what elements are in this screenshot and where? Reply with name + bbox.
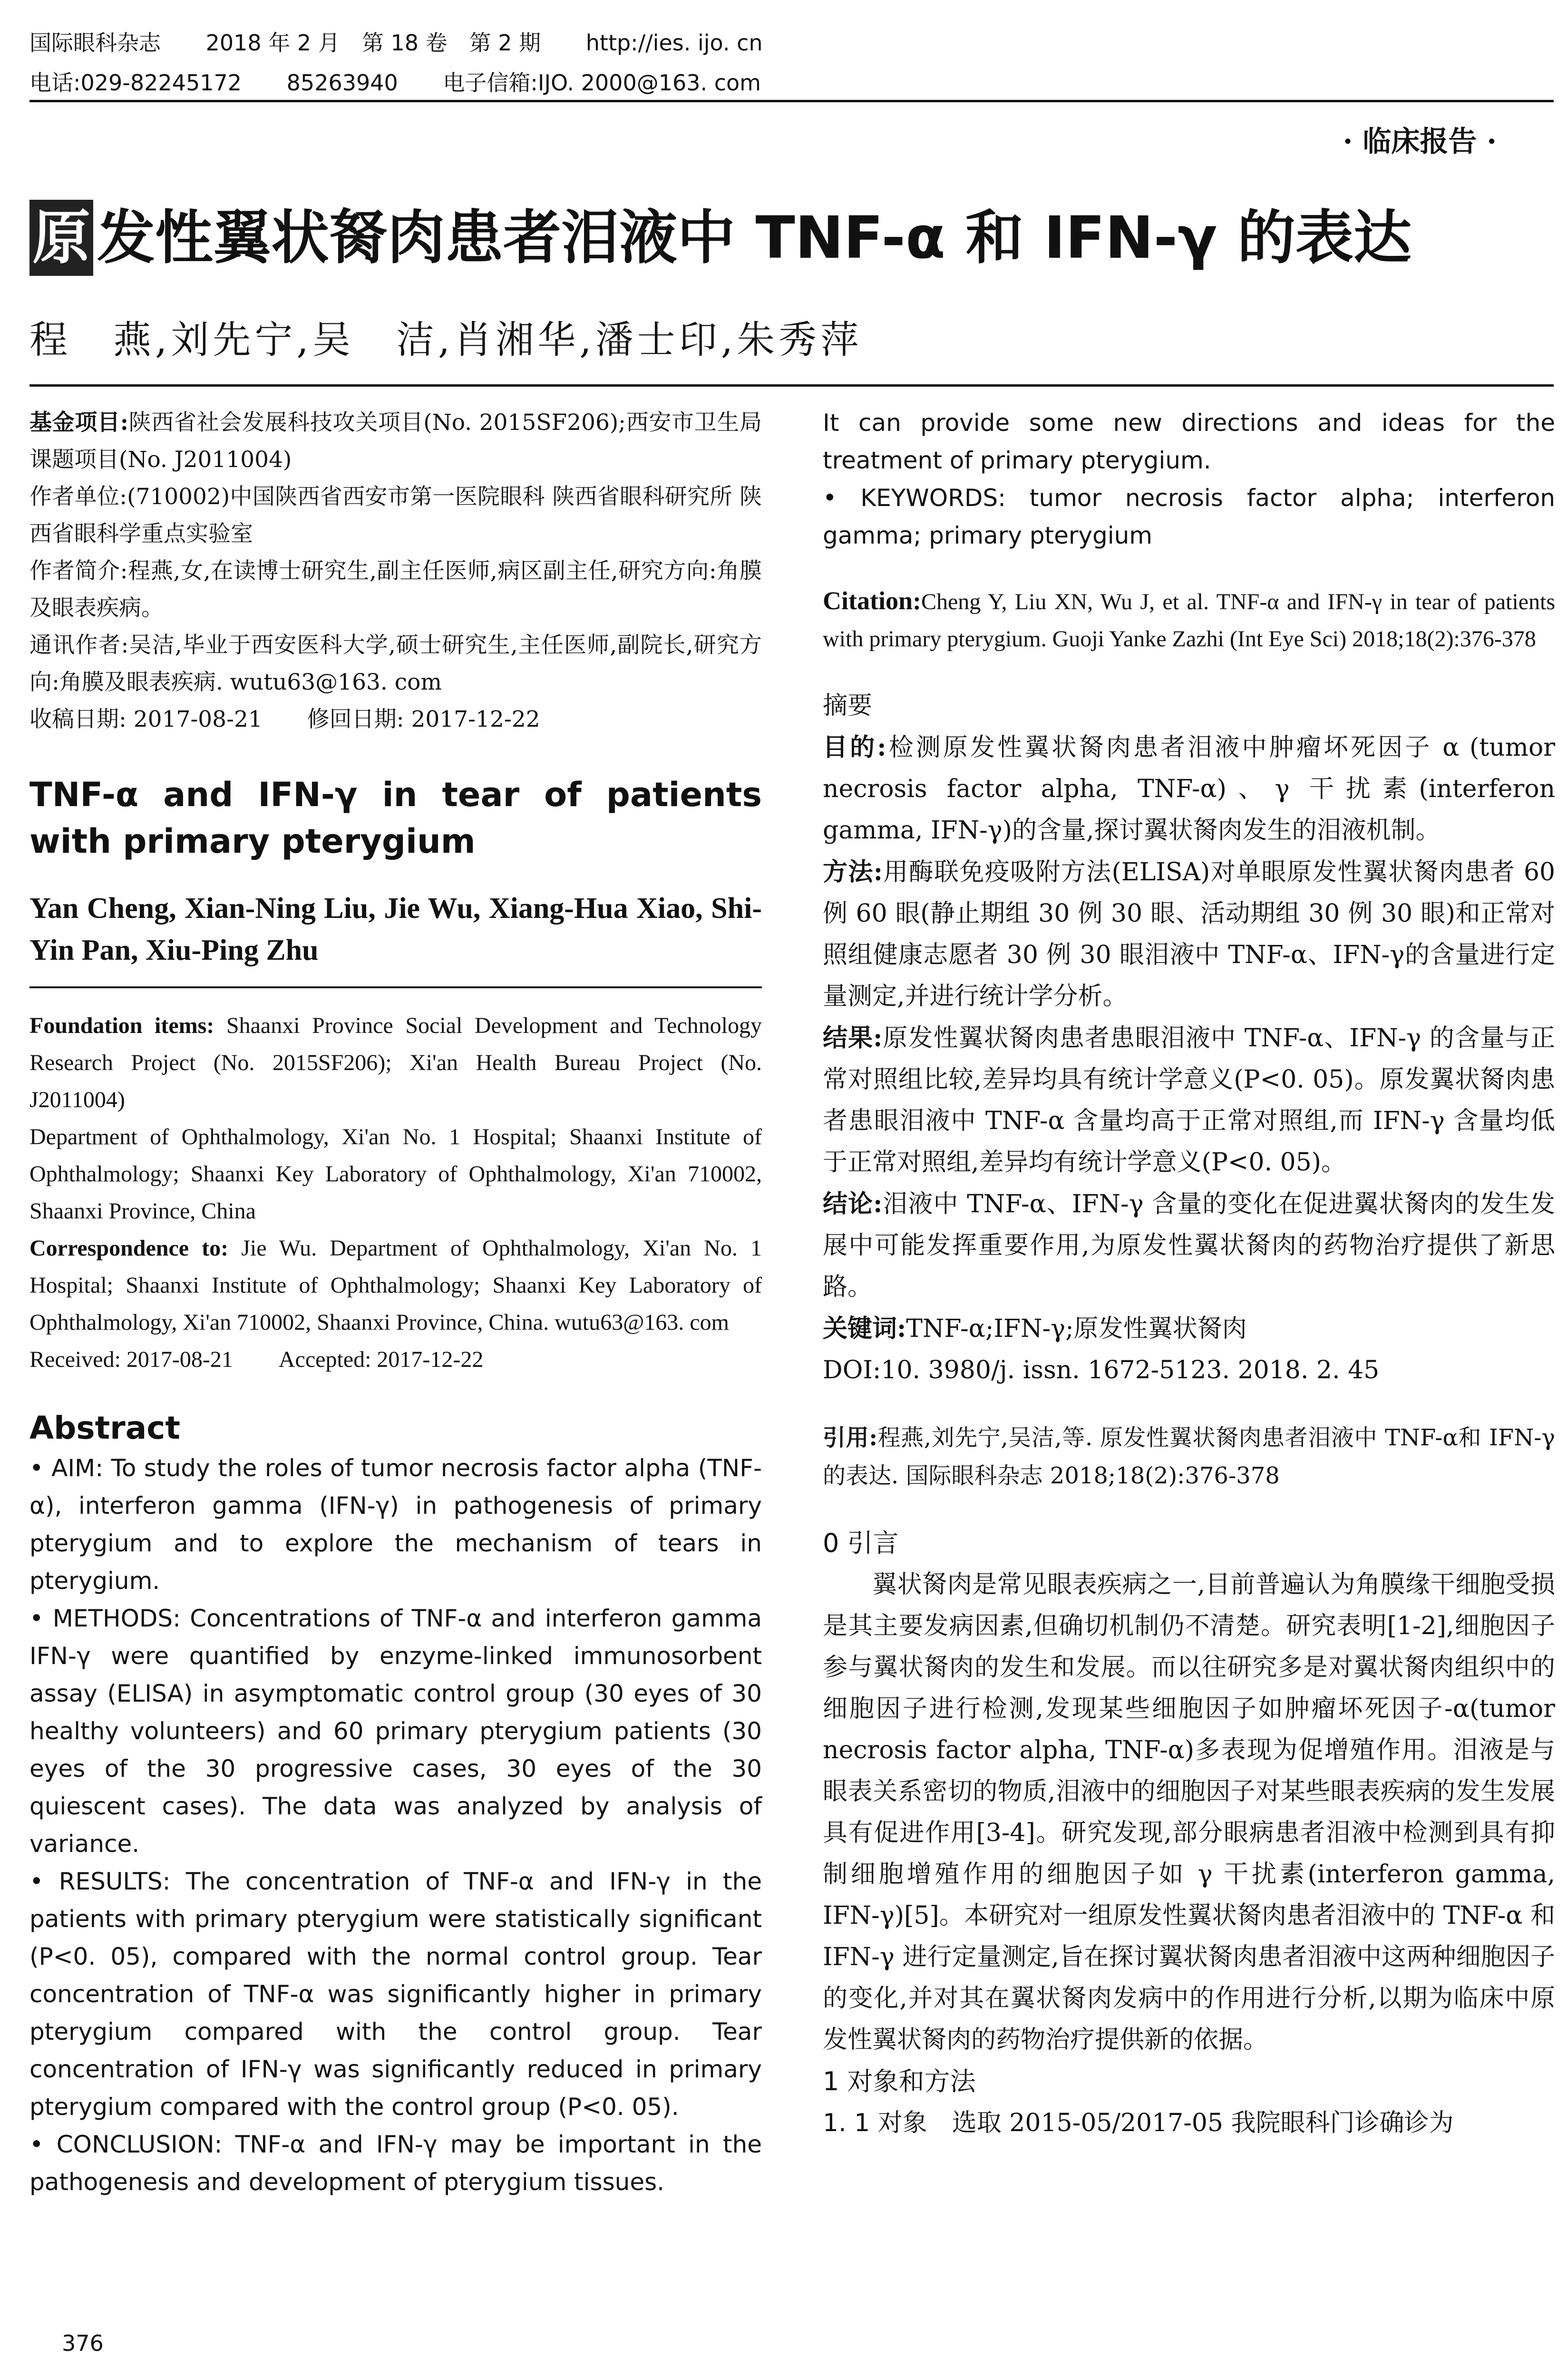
journal-name: 国际眼科杂志	[29, 30, 161, 56]
section-1-1: 1. 1 对象 选取 2015-05/2017-05 我院眼科门诊确诊为	[823, 2109, 1454, 2137]
article-title	[29, 200, 1551, 276]
authors-rule	[29, 986, 762, 988]
intro-heading: 0 引言	[823, 1528, 899, 1558]
bio-cn: 作者简介:程燕,女,在读博士研究生,副主任医师,病区副主任,研究方向:角膜及眼表疾病。	[29, 558, 762, 621]
dates-cn: 收稿日期: 2017-08-21 修回日期: 2017-12-22	[29, 706, 540, 732]
section-1-heading: 1 对象和方法	[823, 2066, 976, 2096]
right-column	[823, 404, 1555, 2144]
abstract-aim: • AIM: To study the roles of tumor necrosis factor alpha (TNF-α), interferon gamma (IFN-γ) in pathogenesis of primary pterygium and to explore the mechanism of tears in pterygium.	[29, 1454, 762, 1595]
abstract-cn-methods: 方法:用酶联免疫吸附方法(ELISA)对单眼原发性翼状胬肉患者 60 例 60 眼(静止期组 30 例 30 眼、活动期组 30 例 30 眼)和正常对照组健康志愿者 30 例 30 眼泪液中 TNF-α、IFN-γ的含量进行定量测定,并进行统计学分析。	[823, 857, 1555, 1011]
doi[interactable]: DOI:10. 3980/j. issn. 1672-5123. 2018. 2. 45	[823, 1356, 1380, 1384]
abstract-conclusion: • CONCLUSION: TNF-α and IFN-γ may be important in the pathogenesis and development of pterygium tissues.	[29, 2131, 762, 2196]
abstract-keywords: • KEYWORDS: tumor necrosis factor alpha; interferon gamma; primary pterygium	[823, 484, 1555, 549]
dates-en: Received: 2017-08-21 Accepted: 2017-12-22	[29, 1347, 484, 1372]
abstract-conclusion-cont: It can provide some new directions and ideas for the treatment of primary pterygium.	[823, 409, 1555, 474]
citation-en: Citation:Cheng Y, Liu XN, Wu J, et al. TNF-α and IFN-γ in tear of patients with primary pterygium. Guoji Yanke Zazhi (Int Eye Sci) 2018;18(2):376-378	[823, 586, 1555, 652]
abstract-cn-results: 结果:原发性翼状胬肉患者患眼泪液中 TNF-α、IFN-γ 的含量与正常对照组比较,差异均具有统计学意义(P<0. 05)。原发翼状胬肉患者患眼泪液中 TNF-α 含量均高于正常对照组,而 IFN-γ 含量均低于正常对照组,差异均有统计学意义(P<0. 05)。	[823, 1023, 1555, 1177]
page-number: 376	[62, 2330, 104, 2356]
correspondence-cn: 通讯作者:吴洁,毕业于西安医科大学,硕士研究生,主任医师,副院长,研究方向:角膜及眼表疾病. wutu63@163. com	[29, 632, 762, 695]
header-rule	[29, 100, 1554, 102]
affiliation-cn: 作者单位:(710002)中国陕西省西安市第一医院眼科 陕西省眼科研究所 陕西省眼科学重点实验室	[29, 484, 762, 547]
abstract-heading: Abstract	[29, 1410, 180, 1446]
left-column	[29, 404, 762, 2201]
english-title: TNF-α and IFN-γ in tear of patients with primary pterygium	[29, 775, 762, 861]
department-en: Department of Ophthalmology, Xi'an No. 1 Hospital; Shaanxi Institute of Ophthalmology; Shaanxi Key Laboratory of Ophthalmology, Xi'an 710002, Shaanxi Province, China	[29, 1124, 762, 1224]
abstract-cn-conclusion: 结论:泪液中 TNF-α、IFN-γ 含量的变化在促进翼状胬肉的发生发展中可能发挥重要作用,为原发性翼状胬肉的药物治疗提供了新思路。	[823, 1189, 1555, 1301]
intro-paragraph: 翼状胬肉是常见眼表疾病之一,目前普遍认为角膜缘干细胞受损是其主要发病因素,但确切机制仍不清楚。研究表明[1-2],细胞因子参与翼状胬肉的发生和发展。而以往研究多是对翼状胬肉组织中的细胞因子进行检测,发现某些细胞因子如肿瘤坏死因子-α(tumor necrosis factor alpha, TNF-α)多表现为促增殖作用。泪液是与眼表关系密切的物质,泪液中的细胞因子对某些眼表疾病的发生发展具有促进作用[3-4]。研究发现,部分眼病患者泪液中检测到具有抑制细胞增殖作用的细胞因子如 γ 干扰素(interferon gamma, IFN-γ)[5]。本研究对一组原发性翼状胬肉患者泪液中的 TNF-α 和 IFN-γ 进行定量测定,旨在探讨翼状胬肉患者泪液中这两种细胞因子的变化,并对其在翼状胬肉发病中的作用进行分析,以期为临床中原发性翼状胬肉的药物治疗提供新的依据。	[823, 1570, 1555, 2054]
issue-info: 2018 年 2 月 第 18 卷 第 2 期	[205, 30, 541, 56]
abstract-cn-heading: 摘要	[823, 692, 873, 720]
title-drop-char: 原	[29, 200, 93, 276]
title-text: 发性翼状胬肉患者泪液中 TNF-α 和 IFN-γ 的表达	[97, 204, 1412, 272]
phone-2: 85263940	[286, 70, 398, 96]
abstract-cn-aim: 目的:检测原发性翼状胬肉患者泪液中肿瘤坏死因子 α (tumor necrosis factor alpha, TNF-α)、γ 干扰素(interferon gamma, IFN-γ)的含量,探讨翼状胬肉发生的泪液机制。	[823, 733, 1555, 845]
section-tag: · 临床报告 ·	[1343, 125, 1497, 158]
english-authors: Yan Cheng, Xian-Ning Liu, Jie Wu, Xiang-Hua Xiao, Shi-Yin Pan, Xiu-Ping Zhu	[29, 892, 762, 966]
email[interactable]: 电子信箱:IJO. 2000@163. com	[443, 70, 761, 96]
citation-cn: 引用:程燕,刘先宁,吴洁,等. 原发性翼状胬肉患者泪液中 TNF-α和 IFN-γ 的表达. 国际眼科杂志 2018;18(2):376-378	[823, 1424, 1555, 1489]
correspondence-en: Correspondence to: Jie Wu. Department of Ophthalmology, Xi'an No. 1 Hospital; Shaanxi Institute of Ophthalmology; Shaanxi Key Laboratory of Ophthalmology, Xi'an 710002, Shaanxi Province, China. wutu63@163. com	[29, 1236, 762, 1335]
authors-cn: 程 燕,刘先宁,吴 洁,肖湘华,潘士印,朱秀萍	[29, 318, 863, 362]
foundation-cn: 基金项目:陕西省社会发展科技攻关项目(No. 2015SF206);西安市卫生局课题项目(No. J2011004)	[29, 409, 762, 473]
abstract-results: • RESULTS: The concentration of TNF-α and IFN-γ in the patients with primary pterygium were statistically significant (P<0. 05), compared with the normal control group. Tear concentration of TNF-α was significantly higher in primary pterygium compared with the control group. Tear concentration of IFN-γ was significantly reduced in primary pterygium compared with the control group (P<0. 05).	[29, 1868, 762, 2121]
foundation-en: Foundation items: Shaanxi Province Social Development and Technology Research Project (No. 2015SF206); Xi'an Health Bureau Project (No. J2011004)	[29, 1013, 762, 1112]
title-rule	[29, 384, 1554, 387]
phone: 电话:029-82245172	[29, 70, 242, 96]
journal-url[interactable]: http://ies. ijo. cn	[585, 30, 763, 56]
keywords-cn: 关键词:TNF-α;IFN-γ;原发性翼状胬肉	[823, 1314, 1247, 1343]
journal-header	[29, 23, 1542, 103]
abstract-methods: • METHODS: Concentrations of TNF-α and interferon gamma IFN-γ were quantified by enzyme-linked immunosorbent assay (ELISA) in asymptomatic control group (30 eyes of 30 healthy volunteers) and 60 primary pterygium patients (30 eyes of the 30 progressive cases, 30 eyes of the 30 quiescent cases). The data was analyzed by analysis of variance.	[29, 1605, 762, 1858]
